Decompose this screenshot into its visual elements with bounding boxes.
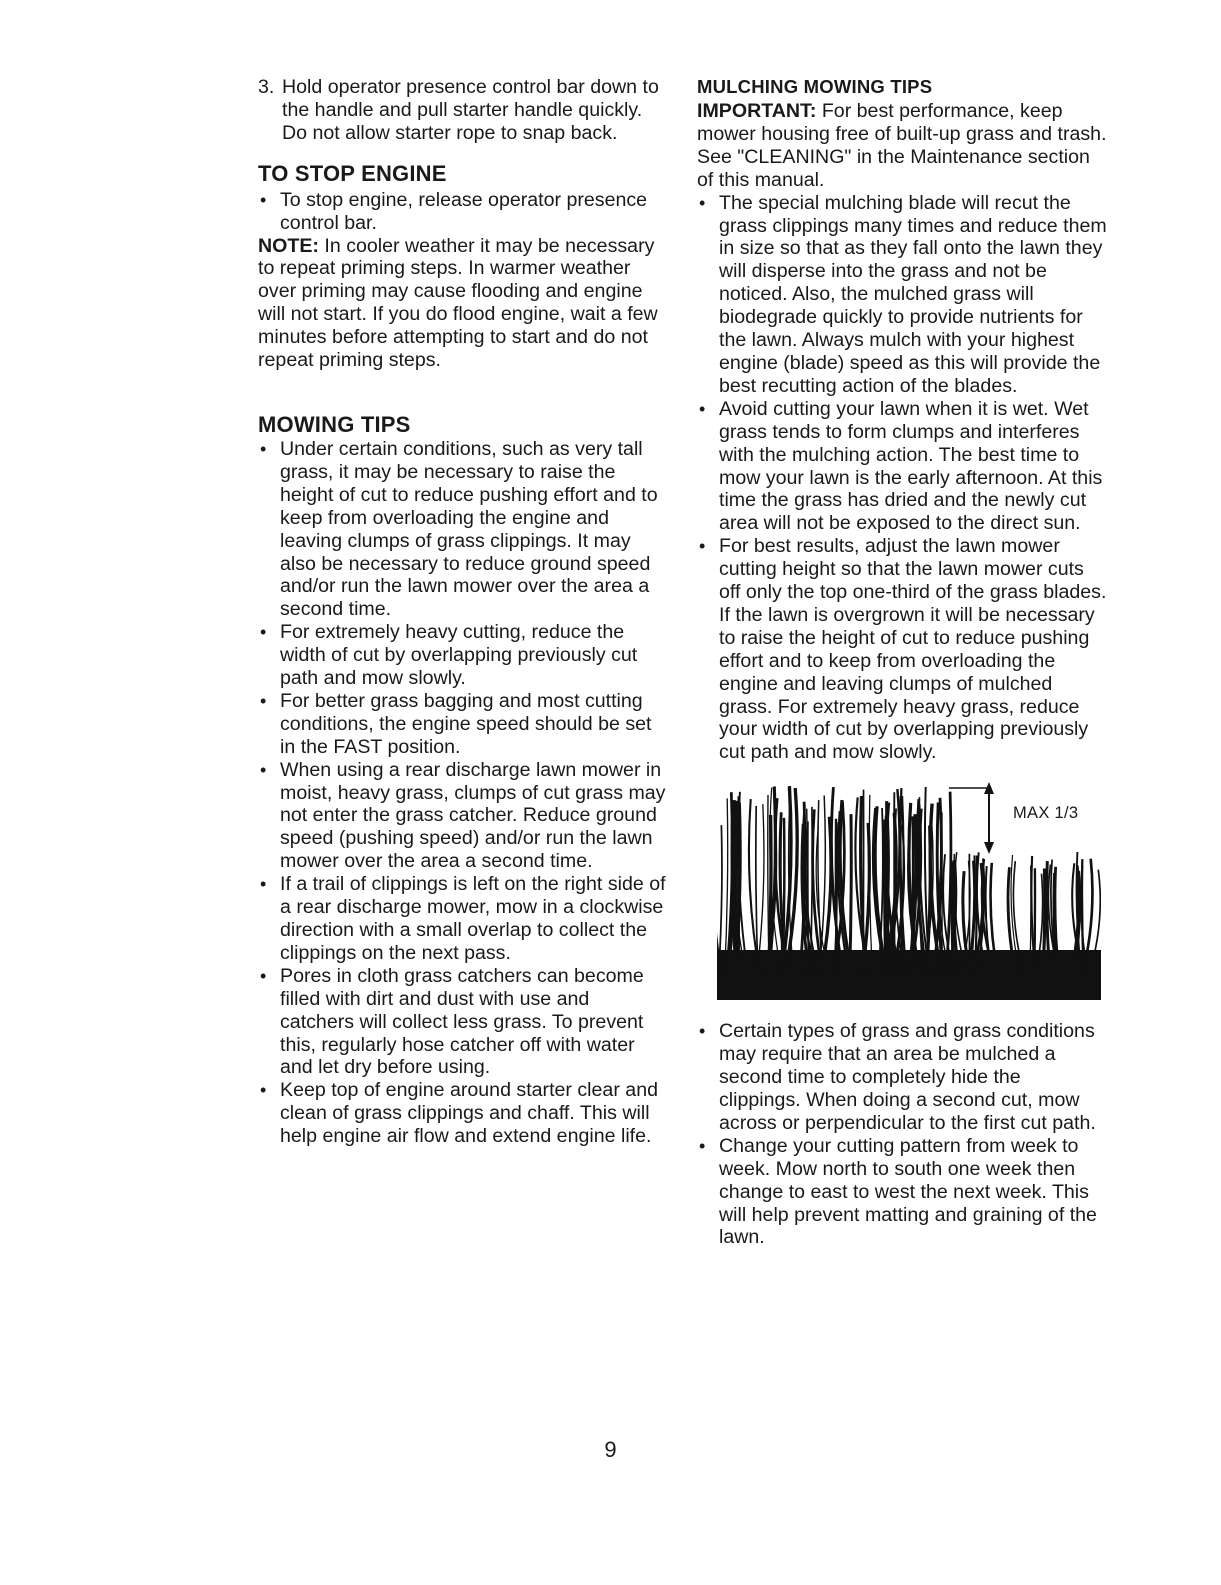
important-paragraph: [697, 100, 1107, 192]
grass-blade: [1043, 869, 1045, 979]
grass-blade: [886, 801, 887, 978]
stop-engine-list: [258, 189, 668, 235]
grass-blade: [808, 822, 809, 979]
list-item: • Keep top of engine around starter clear and clean of grass clippings and chaff. This will help engine air flow and extend engine life.: [258, 1079, 668, 1148]
list-item: • For best results, adjust the lawn mower cutting height so that the lawn mower cuts off only the top one-third of the grass blades. If the lawn is overgrown it will be necessary to raise the height of cut to reduce pushing effort and to keep from overloading the engine and leaving clumps of mulched grass. For extremely heavy grass, reduce your width of cut by overlapping previously cut path and mow slowly.: [697, 535, 1107, 764]
mulching-list: [697, 192, 1107, 765]
grass-blade: [850, 814, 852, 978]
grass-blade: [1030, 866, 1031, 979]
step-3: [258, 76, 668, 145]
grass-height-illustration: [717, 778, 1101, 1000]
note-label: NOTE:: [258, 234, 319, 257]
list-item: • If a trail of clippings is left on the right side of a rear discharge mower, mow in a clockwise direction with a small overlap to collect the clippings on the next pass.: [258, 873, 668, 965]
step-3-text: Hold operator presence control bar down to the handle and pull starter handle quickly. Do not allow starter rope to snap back.: [282, 76, 659, 144]
grass-blade: [782, 818, 784, 978]
list-item: • To stop engine, release operator presence control bar.: [258, 189, 668, 235]
mowing-tips-list: [258, 438, 668, 1148]
note-paragraph: [258, 235, 668, 372]
list-item: • Pores in cloth grass catchers can become filled with dirt and dust with use and catchers will collect less grass. To prevent this, regularly hose catcher off with water and let dry before using.: [258, 965, 668, 1080]
left-column: [258, 76, 668, 1148]
list-item: • For better grass bagging and most cutting conditions, the engine speed should be set in the FAST position.: [258, 690, 668, 759]
list-item: • Under certain conditions, such as very tall grass, it may be necessary to raise the height of cut to reduce pushing effort and to keep from overloading the engine and leaving clumps of grass clippings. It may also be necessary to reduce ground speed and/or run the lawn mower over the area a second time.: [258, 438, 668, 621]
list-item: • When using a rear discharge lawn mower in moist, heavy grass, clumps of cut grass may not enter the grass catcher. Reduce ground speed (pushing speed) and/or run the lawn mower over the area a second time.: [258, 759, 668, 874]
grass-blade: [1034, 869, 1035, 979]
note-text: In cooler weather it may be necessary to repeat priming steps. In warmer weather over priming may cause flooding and engine will not start. If you do flood engine, wait a few minutes before attempting to start and do not repeat priming steps.: [258, 234, 658, 372]
step-number: 3.: [258, 76, 275, 98]
important-label: IMPORTANT:: [697, 100, 817, 122]
list-item: • For extremely heavy cutting, reduce the width of cut by overlapping previously cut path and mow slowly.: [258, 621, 668, 690]
page-number: 9: [604, 1437, 617, 1462]
list-item: • Avoid cutting your lawn when it is wet. Wet grass tends to form clumps and interferes with the mulching action. The best time to mow your lawn is the early afternoon. At this time the grass has dried and the newly cut area will not be exposed to the direct sun.: [697, 398, 1107, 535]
list-item: • The special mulching blade will recut the grass clippings many times and reduce them in size so that as they fall onto the lawn they will disperse into the grass and not be noticed. Also, the mulched grass will biodegrade quickly to provide nutrients for the lawn. Always mulch with your highest engine (blade) speed as this will provide the best recutting action of the blades.: [697, 192, 1107, 398]
grass-blade: [952, 862, 953, 979]
list-item: • Change your cutting pattern from week to week. Mow north to south one week then change to east to west the next week. This will help prevent matting and graining of the lawn.: [697, 1135, 1107, 1250]
right-column: [697, 76, 1107, 1249]
mowing-tips-heading: MOWING TIPS: [258, 411, 411, 437]
mulching-heading: MULCHING MOWING TIPS: [697, 76, 933, 97]
list-item: • Certain types of grass and grass conditions may require that an area be mulched a second time to completely hide the clippings. When doing a second cut, mow across or perpendicular to the first cut path.: [697, 1020, 1107, 1135]
important-text: For best performance, keep mower housing free of built-up grass and trash. See "CLEANING" in the Maintenance section of this manual.: [697, 100, 1107, 191]
mulching-list-continued: [697, 1020, 1107, 1249]
stop-engine-heading: TO STOP ENGINE: [258, 160, 447, 186]
max-cut-label: MAX 1/3: [1013, 804, 1079, 823]
